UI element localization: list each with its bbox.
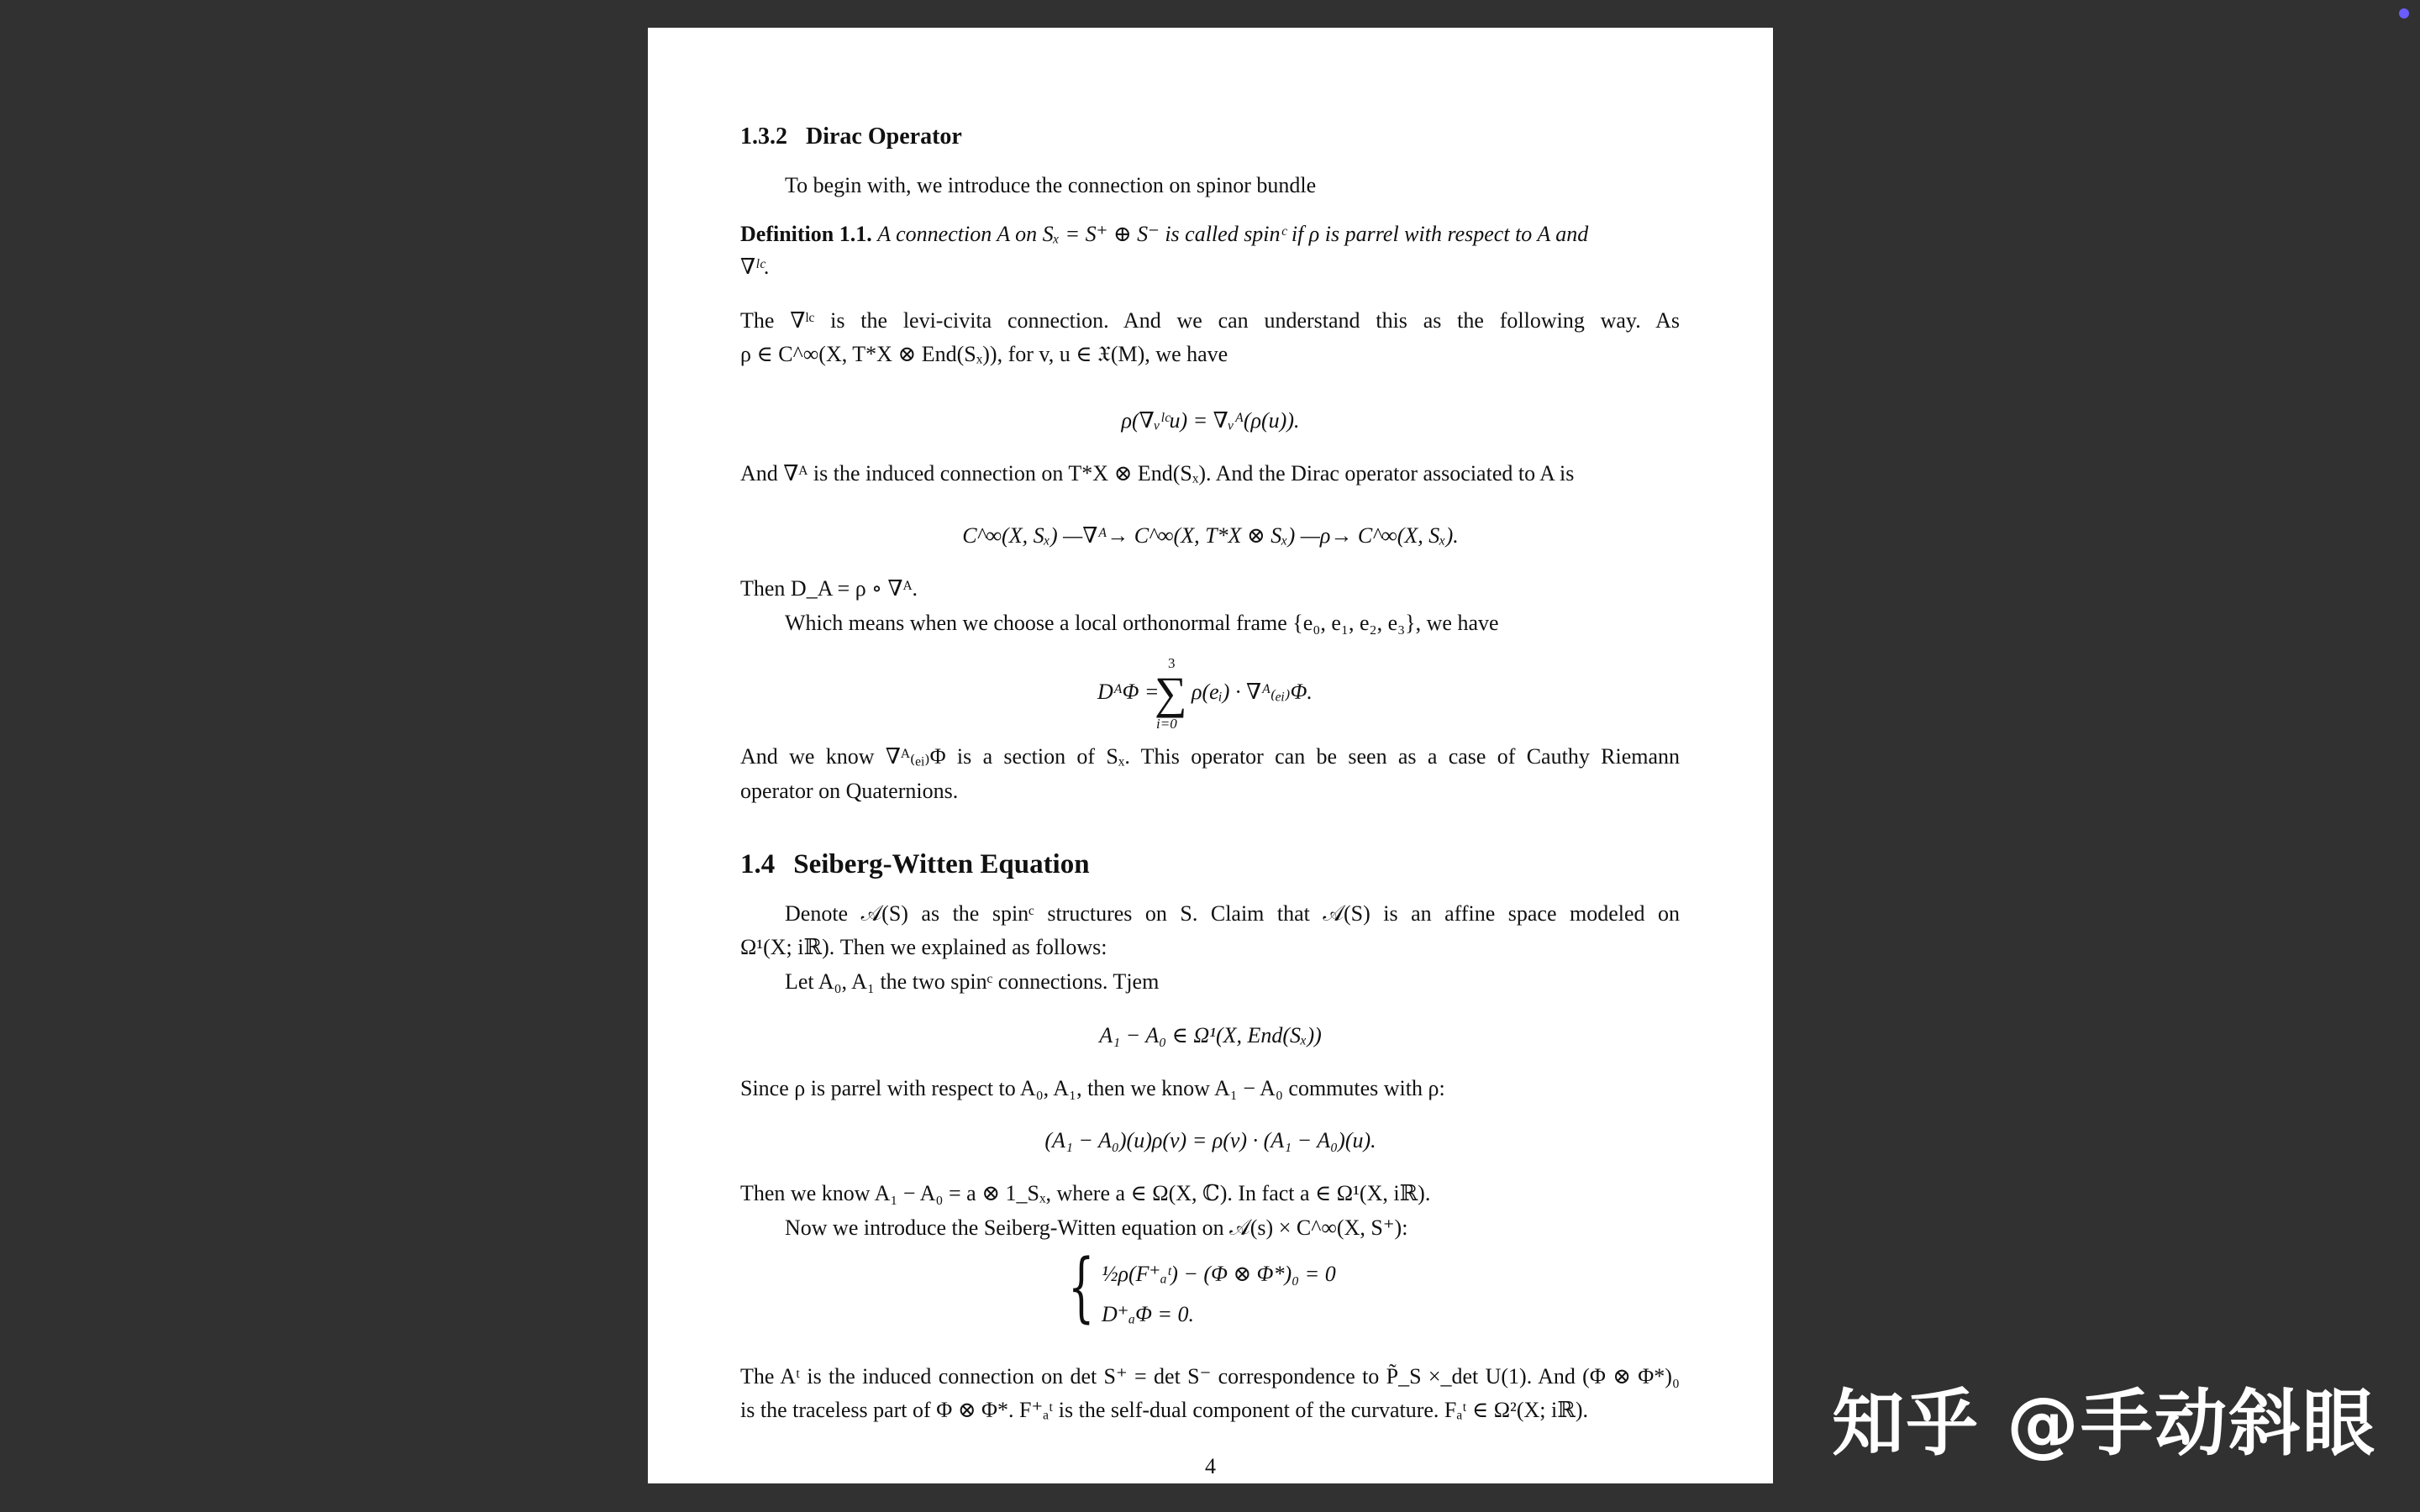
paragraph-line: Since ρ is parrel with respect to A₀, A₁, then we know A₁ − A₀ commutes with ρ: [740,1076,1445,1100]
equation-case-1: ½ρ(F⁺ₐᵗ) − (Φ ⊗ Φ*)₀ = 0 [1102,1262,1336,1286]
paragraph-line: Denote 𝒜(S) as the spinᶜ structures on S. Claim that 𝒜(S) is an affine space modeled on [785,901,1680,926]
zhihu-watermark: 知乎 @手动斜眼 [1832,1382,2376,1466]
definition-line-2: ∇ˡᶜ. [740,255,771,279]
paragraph-line: Let A₀, A₁ the two spinᶜ connections. Tjem [785,969,1160,994]
paragraph-line: Then we know A₁ − A₀ = a ⊗ 1_Sₓ, where a ∈ Ω(X, ℂ). In fact a ∈ Ω¹(X, iℝ). [740,1181,1431,1205]
paragraph-line: Ω¹(X; iℝ). Then we explained as follows: [740,935,1107,959]
paragraph-line: Which means when we choose a local orthonormal frame {e₀, e₁, e₂, e₃}, we have [785,611,1499,635]
display-equation: ρ(∇ᵥˡᶜu) = ∇ᵥᴬ(ρ(u)). [1121,408,1300,433]
paragraph-line: The ∇ˡᶜ is the levi-civita connection. And we can understand this as the following way. As [740,308,1680,333]
document-page [648,28,1773,1483]
brace-symbol: { [1068,1243,1095,1331]
paragraph-line: And ∇ᴬ is the induced connection on T*X ⊗ End(Sₓ). And the Dirac operator associated to A is [740,461,1575,486]
paragraph-line: And we know ∇ᴬ₍ₑᵢ₎Φ is a section of Sₓ. This operator can be seen as a case of Cauthy Riemann [740,744,1680,769]
paragraph-line: ρ ∈ C^∞(X, T*X ⊗ End(Sₓ)), for v, u ∈ 𝔛(M), we have [740,342,1228,366]
paragraph-line: Now we introduce the Seiberg-Witten equation on 𝒜(s) × C^∞(X, S⁺): [785,1215,1408,1240]
page-number: 4 [1205,1454,1216,1478]
subsection-number: 1.3.2 [740,123,787,150]
sum-symbol: ∑ [1155,668,1187,718]
display-equation: A₁ − A₀ ∈ Ω¹(X, End(Sₓ)) [1099,1023,1322,1047]
sum-upper-limit: 3 [1168,655,1176,671]
status-indicator-dot [2399,8,2409,18]
paragraph-line: is the traceless part of Φ ⊗ Φ*. F⁺ₐᵗ is the self-dual component of the curvature. Fₐᵗ ∈ Ω²(X; iℝ). [740,1398,1588,1422]
intro-paragraph: To begin with, we introduce the connection on spinor bundle [785,173,1317,197]
equation-lhs: DᴬΦ = [1097,680,1160,704]
paragraph-line: The Aᵗ is the induced connection on det S⁺ = det S⁻ correspondence to P̃_S ×_det U(1). And (Φ ⊗ Φ*)₀ [740,1364,1680,1389]
definition-line-1 [740,221,1588,248]
sum-lower-limit: i=0 [1156,716,1177,732]
paragraph-line: operator on Quaternions. [740,779,959,803]
section-number: 1.4 [740,849,776,879]
definition-text: A connection A on Sₓ = S⁺ ⊕ S⁻ is called spinᶜ if ρ is parrel with respect to A and [877,222,1589,246]
display-equation: C^∞(X, Sₓ) —∇ᴬ→ C^∞(X, T*X ⊗ Sₓ) —ρ→ C^∞(X, Sₓ). [962,523,1459,548]
equation-rhs: ρ(eᵢ) · ∇ᴬ₍ₑᵢ₎Φ. [1192,680,1313,704]
section-heading [740,848,1090,881]
subsection-heading [740,123,962,150]
display-equation: (A₁ − A₀)(u)ρ(v) = ρ(v) · (A₁ − A₀)(u). [1044,1128,1376,1152]
summation-equation [648,654,1773,738]
definition-label: Definition 1.1. [740,222,872,246]
subsection-title: Dirac Operator [806,123,962,150]
equation-case-2: D⁺ₐΦ = 0. [1102,1302,1194,1326]
paragraph-line: Then D_A = ρ ∘ ∇ᴬ. [740,576,918,601]
section-title: Seiberg-Witten Equation [793,849,1090,879]
